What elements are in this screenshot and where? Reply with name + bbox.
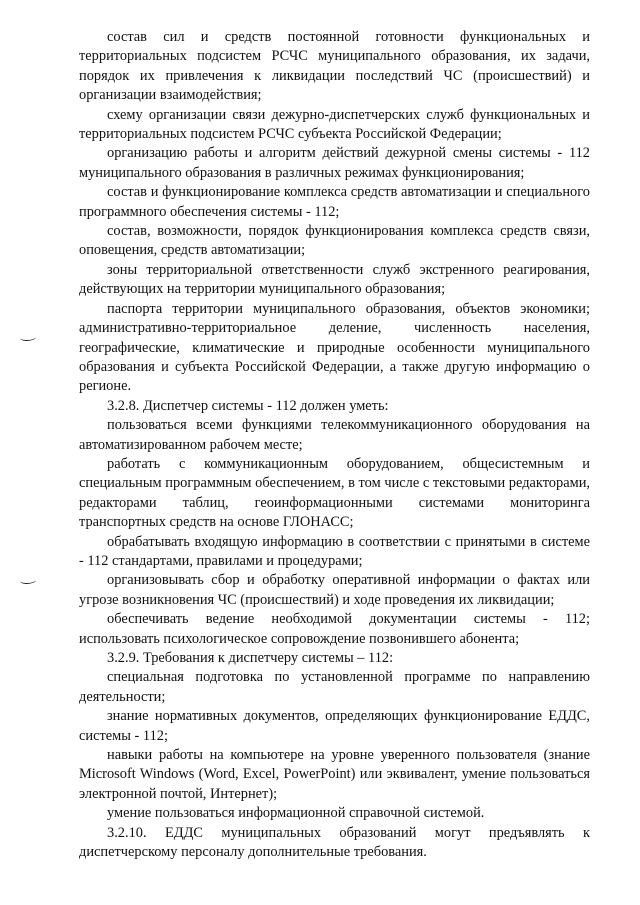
section-heading-3-2-9: 3.2.9. Требования к диспетчеру системы – 112: bbox=[107, 650, 394, 666]
paragraph: пользоваться всеми функциями телекоммуникационного оборудования на автоматизированном рабочем месте; bbox=[79, 417, 590, 453]
paragraph: обрабатывать входящую информацию в соответствии с принятыми в системе - 112 стандартами, правилами и процедурами; bbox=[79, 533, 590, 569]
paragraph: навыки работы на компьютере на уровне уверенного пользователя (знание Microsoft Windows (Word, Excel, PowerPoint) или эквивалент, умение пользоваться электронной почтой, Интернет); bbox=[79, 747, 590, 802]
section-heading-3-2-8: 3.2.8. Диспетчер системы - 112 должен уметь: bbox=[107, 397, 389, 414]
paragraph: паспорта территории муниципального образования, объектов экономики; административно-территориальное деление, численность населения, географические, климатические и природные особенности муниципального образования и субъекта Российской Федерации, а также другую информацию о регионе. bbox=[79, 300, 590, 395]
paragraph: организацию работы и алгоритм действий дежурной смены системы - 112 муниципального образования в различных режимах функционирования; bbox=[79, 145, 590, 181]
section-paragraph-3-2-10: 3.2.10. ЕДДС муниципальных образований могут предъявлять к диспетчерскому персоналу дополнительные требования. bbox=[79, 824, 590, 861]
paragraph: знание нормативных документов, определяющих функционирование ЕДДС, системы - 112; bbox=[79, 708, 590, 744]
scan-margin-mark-bottom bbox=[20, 577, 36, 584]
paragraph: умение пользоваться информационной справочной системой. bbox=[107, 805, 485, 822]
paragraph: организовывать сбор и обработку оперативной информации о фактах или угрозе возникновения ЧС (происшествий) и ходе проведения их ликвидации; bbox=[79, 572, 590, 608]
paragraph: состав и функционирование комплекса средств автоматизации и специального программного обеспечения системы - 112; bbox=[79, 184, 590, 220]
paragraph: специальная подготовка по установленной программе по направлению деятельности; bbox=[79, 669, 590, 705]
paragraph: состав, возможности, порядок функционирования комплекса средств связи, оповещения, средств автоматизации; bbox=[79, 223, 590, 259]
paragraph: зоны территориальной ответственности служб экстренного реагирования, действующих на территории муниципального образования; bbox=[79, 261, 590, 298]
paragraph: состав сил и средств постоянной готовности функциональных и территориальных подсистем РСЧС муниципального образования, их задачи, порядок их привлечения к ликвидации последствий ЧС (происшествий) и организации взаимодействия; bbox=[79, 29, 590, 104]
paragraph: схему организации связи дежурно-диспетчерских служб функциональных и территориальных подсистем РСЧС субъекта Российской Федерации; bbox=[79, 106, 590, 143]
paragraph: обеспечивать ведение необходимой документации системы - 112; использовать психологическое сопровождение позвонившего абонента; bbox=[79, 611, 590, 647]
paragraph: работать с коммуникационным оборудованием, общесистемным и специальным программным обеспечением, в том числе с текстовыми редакторами, редакторами таблиц, геоинформационными системами мониторинга транспортных средств на основе ГЛОНАСС; bbox=[79, 455, 590, 531]
document-text bbox=[79, 28, 590, 862]
scan-margin-mark-top bbox=[20, 334, 36, 341]
